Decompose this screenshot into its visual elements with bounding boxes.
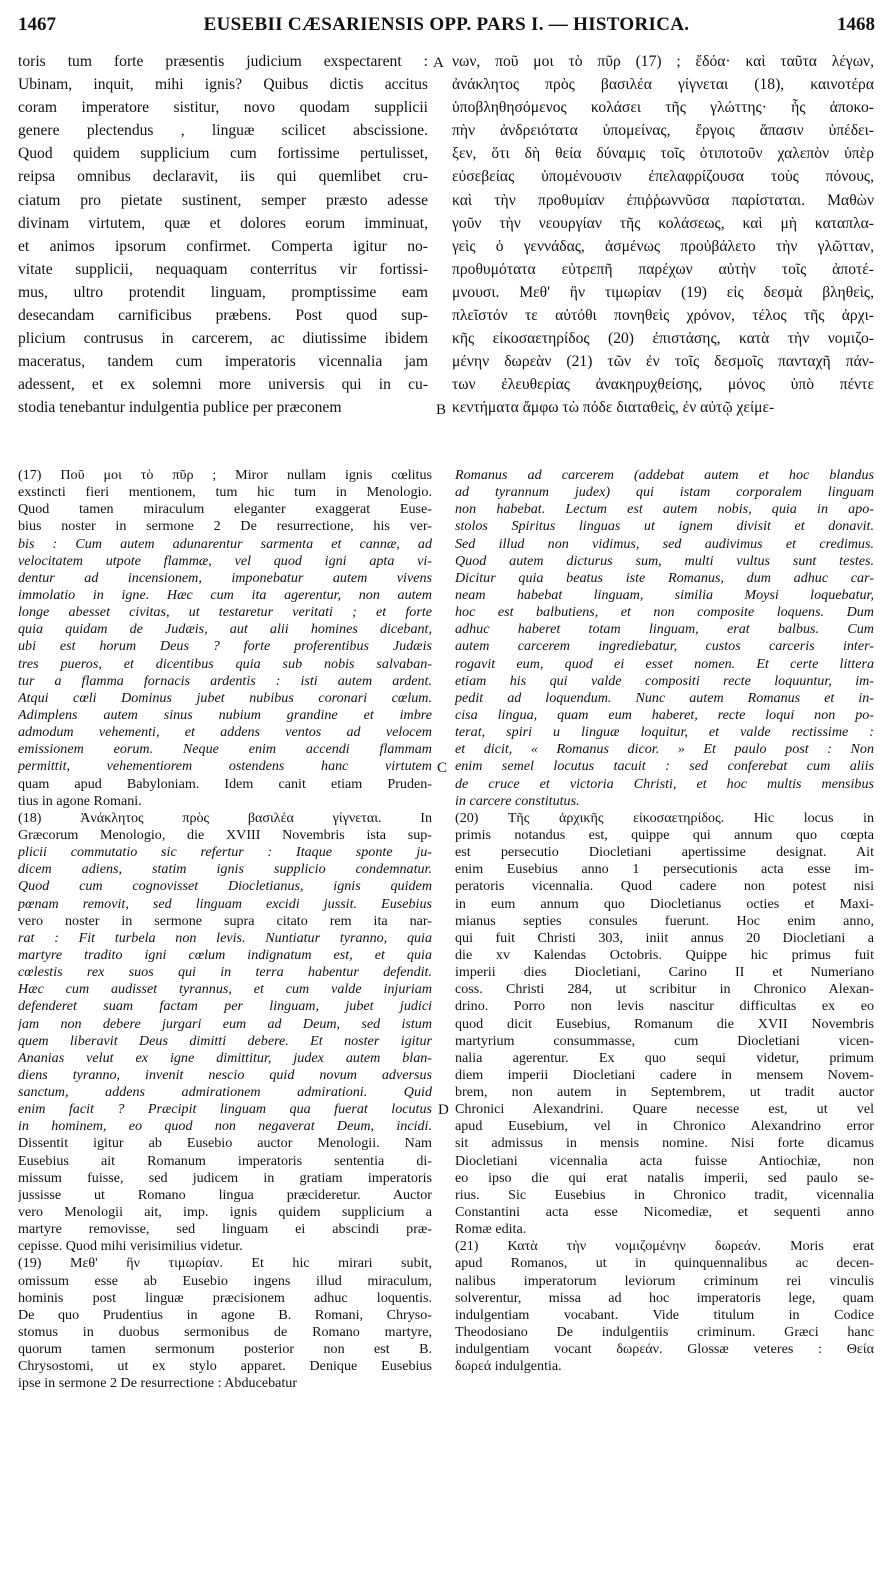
note-line: quam apud Babyloniam. Idem canit etiam Pruden- <box>18 775 432 792</box>
note-line: quorum tamen sermonum posterior non est B. <box>18 1341 432 1358</box>
note-line: rat : Fit turbela non levis. Nuntiatur tyranno, quia <box>18 929 432 946</box>
page-header <box>18 14 875 42</box>
margin-marker-b: B <box>436 402 447 418</box>
text-line: προθυμότατα εὐτρεπῆ παρέχων αὐτὴν τοῖς ἀποτέ- <box>452 260 874 278</box>
text-line: γοῦν τὴν νεουργίαν τῆς κολάσεως, καὶ μὴ καταπλα- <box>452 214 874 232</box>
note-line: die xv Kalendas Octobris. Quippe hic primus fuit <box>455 946 874 963</box>
note-line: martyre tradito igni cœlum indignatum est, et quia <box>18 946 432 963</box>
note-line: Chronici Alexandrini. Quare necesse est, ut vel <box>455 1101 874 1118</box>
note-line: primis notandus est, quippe qui annum quo cœpta <box>455 826 874 843</box>
note-line: eo ipso die qui erat natalis imperii, sed paulo se- <box>455 1169 874 1186</box>
text-line: maceratus, tandem cum imperatoris vicennalia jam <box>18 353 428 371</box>
note-line: adhuc haberet totam linguam, erat balbus. Cum <box>455 621 874 638</box>
note-line: in eum annum quo Diocletianus octies et Maxi- <box>455 895 874 912</box>
note-line: De quo Prudentius in agone B. Romani, Chryso- <box>18 1306 432 1323</box>
note-line: nalia agerentur. Ex quo sequi videtur, primum <box>455 1049 874 1066</box>
note-line: dicem adiens, statim ignis supplicio condemnatur. <box>18 861 432 878</box>
text-line: genere plectendus , linguæ scilicet abscissione. <box>18 122 428 140</box>
note-line: indulgentiam vocant δωρεάν. Glossæ veteres : Θεία <box>455 1341 874 1358</box>
text-line: καὶ τὴν προθυμίαν ἐπιῤῥωννῦσα παρίσταται. Μαθὼν <box>452 191 874 209</box>
text-line: κεντήματα ἄμφω τὼ πόδε διαταθεὶς, ἐν αὐτῷ χείμε- <box>452 399 775 417</box>
note-line: Diocletiani vicennalia acta fuisse Antiochiæ, non <box>455 1152 874 1169</box>
note-line: missum fuisse, sed judicem in gratiam imperatoris <box>18 1169 432 1186</box>
note-line: quia quidam de Judæis, aut alii homines dicebant, <box>18 621 432 638</box>
text-line: plicium contrusus in carcerem, ac diutissime ibidem <box>18 330 428 348</box>
note-line: plicii commutatio sic refertur : Itaque sponte ju- <box>18 844 432 861</box>
notes-right-column <box>455 467 874 1572</box>
note-line: stolos Spiritus linguas ut ignem divisit et donavit. <box>455 518 874 535</box>
text-line: ξεν, ὅτι δὴ θεία δύναμις τοῖς ὁτιποτοῦν χαλεπὸν ὑπὲρ <box>452 145 874 163</box>
note-line: Romanus ad carcerem (addebat autem et hoc blandus <box>455 467 874 483</box>
note-line: Adimplens autem sinus nubium grandine et imbre <box>18 706 432 723</box>
text-line: νων, ποῦ μοι τὸ πῦρ (17) ; ἔδόα· καὶ ταῦτα λέγων, <box>452 53 874 70</box>
note-line: Atqui cœli Dominus jubet nubibus coronari cœlum. <box>18 689 432 706</box>
note-line: de cruce et victoria Christi, et hoc multis mensibus <box>455 775 874 792</box>
note-line: velocitatem utpote flammæ, vel quod igni apta vi- <box>18 552 432 569</box>
note-line: tius in agone Romani. <box>18 792 142 809</box>
note-line: Quod tamen miraculum eleganter exaggerat Euse- <box>18 501 432 518</box>
note-line: Sed illud non vidimus, sed audivimus et credimus. <box>455 535 874 552</box>
note-line: bius noster in sermone 2 De resurrectione, his ver- <box>18 518 432 535</box>
note-line: dentur ad incensionem, imponebatur autem vivens <box>18 569 432 586</box>
note-line: apud Romanos, ut in quinquennalibus ac decen- <box>455 1255 874 1272</box>
notes-left-column <box>18 467 432 1572</box>
note-line: hoc est balbutiens, et non composite loquens. Dum <box>455 604 874 621</box>
note-line: nalibus imperatorum leviorum criminum rei vinculis <box>455 1272 874 1289</box>
note-line: Romæ edita. <box>455 1221 527 1238</box>
note-line: pœnam removit, sed linguam excidi jussit. Eusebius <box>18 895 432 912</box>
page-number-right: 1468 <box>837 14 875 35</box>
note-line: neam habebat linguam, similia Moysi loquebatur, <box>455 586 874 603</box>
note-line: etiam his qui valde compositi recte loquuntur, im- <box>455 672 874 689</box>
text-line: Quod quidem supplicium cum fortissime pertulisset, <box>18 145 428 163</box>
note-line: cœlestis rex suos qui in terra habentur defendit. <box>18 964 432 981</box>
note-line: omissum esse ab Eusebio ingens illud miraculum, <box>18 1272 432 1289</box>
note-line: tres pueros, et dicentibus quia sub nobis salvaban- <box>18 655 432 672</box>
text-line: coram imperatore sistitur, novo quodam supplicii <box>18 99 428 117</box>
note-line: Constantini acta esse Nicomediæ, et sequenti anno <box>455 1204 874 1221</box>
note-line: non habebat. Lectum est autem nobis, quia in apo- <box>455 501 874 518</box>
note-line: terat, spiri u linguæ loquitur, et valde rectissime : <box>455 724 874 741</box>
text-line: κῆς εἰκοσαετηρίδος (20) ἐπιστάσης, κατὰ τὴν νομιζο- <box>452 330 874 348</box>
note-line: quem liberavit Deus dimitti debere. Et noster igitur <box>18 1032 432 1049</box>
text-line: μνουσι. Μεθ' ἣν τιμωρίαν (19) εἰς δεσμὰ βληθεὶς, <box>452 283 874 301</box>
note-line: cepisse. Quod mihi verisimilius videtur. <box>18 1238 243 1255</box>
note-line: qui fuit Christi 303, iniit annus 20 Diocletiani a <box>455 929 874 946</box>
text-line: πὴν ἀνδρειότατα ὑπομείνας, ἔργοις ἅπασιν ὑπέδει- <box>452 122 874 140</box>
note-line: Quod autem dicturus sum, multi vultus sunt testes. <box>455 552 874 569</box>
text-line: adessent, et ex solemni more universis qui in cu- <box>18 376 428 394</box>
note-line: et dicit, « Romanus dicor. » Et paulo post : Non <box>455 741 874 758</box>
text-line: μένην δωρεὰν (21) τῶν ἐν τοῖς δεσμοῖς πανταχῆ πάν- <box>452 353 874 371</box>
note-line: imperii dies Diocletiani, Carino II et Numeriano <box>455 964 874 981</box>
note-line: Græcorum Menologio, die XVIII Novembris ista sup- <box>18 826 432 843</box>
note-line: longe abesset civitas, ut testaretur veritati ; et forte <box>18 604 432 621</box>
note-line: quod dicit Eusebius, Romanum die XVII Novembris <box>455 1015 874 1032</box>
text-line: stodia tenebantur indulgentia publice per præconem <box>18 399 342 417</box>
note-line: Eusebius ait Romanum imperatoris sententia di- <box>18 1152 432 1169</box>
margin-marker-d: D <box>438 1102 449 1118</box>
note-line: rogavit eum, quod ei esset nomen. Et certe littera <box>455 655 874 672</box>
note-line: Dissentit igitur ab Eusebio auctor Menologii. Nam <box>18 1135 432 1152</box>
note-line: hominis post linguæ præcisionem adhuc loquentis. <box>18 1289 432 1306</box>
note-line: pedit ad loquendum. Nunc autem Romanus et in- <box>455 689 874 706</box>
note-line: martyrium consummasse, cum Diocletiani vicen- <box>455 1032 874 1049</box>
text-line: mus, ultro protendit linguam, promptissime eam <box>18 283 428 301</box>
latin-text-column <box>18 50 428 424</box>
note-line: martyre removisse, sed linguam ei abscindi præ- <box>18 1221 432 1238</box>
note-line: coss. Christi 284, ut scribitur in Chronico Alexan- <box>455 981 874 998</box>
margin-marker-a: A <box>433 55 444 71</box>
note-line: tur a flamma fornacis ardentis : isti autem ardent. <box>18 672 432 689</box>
greek-text-column <box>452 50 874 424</box>
note-line: diens tyranno, invenit nescio quid novum adversus <box>18 1066 432 1083</box>
note-line: cisa lingua, quam eum haberet, recte loqui non po- <box>455 706 874 723</box>
text-line: desecandam carnificibus præbens. Post quod sup- <box>18 307 428 325</box>
note-line: permittit, vehementiorem ostendens hanc virtutem <box>18 758 432 775</box>
note-line: (17) Ποῦ μοι τὸ πῦρ ; Miror nullam ignis cœlitus <box>18 467 432 483</box>
text-line: των ἐλευθερίας ἀνακηρυχθείσης, μόνος ὑπὸ πέντε <box>452 376 874 394</box>
note-line: rius. Sic Eusebius in Chronico tradit, vicennalia <box>455 1186 874 1203</box>
note-line: indulgentiam vocabant. Vide titulum in Codice <box>455 1306 874 1323</box>
note-line: exstincti fieri mentionem, tum hic tum in Menologio. <box>18 484 432 501</box>
note-line: (18) Ἀνάκλητος πρὸς βασιλέα γίγνεται. In <box>18 809 432 826</box>
text-line: ὑποβληθησόμενος κολάσει τῆς γλώττης· ἧς ἀποκο- <box>452 99 874 117</box>
note-line: immolatio in igne. Hæc cum ita agerentur, non autem <box>18 586 432 603</box>
text-line: reipsa omnibus declaravit, iis qui quemlibet cru- <box>18 168 428 186</box>
note-line: sanctum, addens admirationem admirationi. Quid <box>18 1084 432 1101</box>
note-line: enim semel locutus tacuit : sed conferebat cum aliis <box>455 758 874 775</box>
note-line: in hominem, eo quod non negaverat Deum, incidi. <box>18 1118 432 1135</box>
note-line: diem imperii Diocletiani cadere in mensem Novem- <box>455 1066 874 1083</box>
note-line: vero Menologii ait, imp. ignis quidem supplicium a <box>18 1204 432 1221</box>
note-line: enim Eusebius anno 1 persecutionis acta esse im- <box>455 861 874 878</box>
note-line: enim facit ? Præcipit linguam qua fuerat locutus <box>18 1101 432 1118</box>
text-line: vitate supplicii, nequaquam conterritus vir fortissi- <box>18 260 428 278</box>
margin-marker-c: C <box>437 760 448 776</box>
text-line: πλεῖστόν τε αὐτόθι πονηθεὶς χρόνον, τέλος τῆς ἀρχι- <box>452 307 874 325</box>
running-title: EUSEBII CÆSARIENSIS OPP. PARS I. — HISTORICA. <box>203 14 690 35</box>
note-line: Ananias velut ex igne dimittitur, judex autem blan- <box>18 1049 432 1066</box>
note-line: stomus in duobus sermonibus de Romano martyre, <box>18 1324 432 1341</box>
note-line: Hæc cum audisset tyrannus, et cum valde injuriam <box>18 981 432 998</box>
text-line: γεὶς ὁ γεννάδας, ἀσμένως προὐβάλετο τὴν γλῶτταν, <box>452 237 874 255</box>
note-line: est persecutio Diocletiani apertissime designat. Ait <box>455 844 874 861</box>
note-line: mianus septies consules fuerunt. Hoc enim anno, <box>455 912 874 929</box>
note-line: admodum vehementi, et addens ventos ad velocem <box>18 724 432 741</box>
text-line: ciatum pro pietate sustinent, semper præsto adesse <box>18 191 428 209</box>
note-line: drino. Porro non levis nascitur difficultas ex eo <box>455 998 874 1015</box>
note-line: δωρεά indulgentia. <box>455 1358 562 1375</box>
note-line: ipse in sermone 2 De resurrectione : Abducebatur <box>18 1375 298 1392</box>
note-line: peratoris vicennalia. Quod cadere non potest nisi <box>455 878 874 895</box>
text-line: ἀνάκλητος πρὸς βασιλέα γίγνεται (18), καινοτέρα <box>452 76 874 94</box>
note-line: Quod cum cognovisset Diocletianus, ignis quidem <box>18 878 432 895</box>
note-line: defenderet suam factam per linguam, jubet judici <box>18 998 432 1015</box>
note-line: emissionem eorum. Neque enim accendi flammam <box>18 741 432 758</box>
note-line: (19) Μεθ' ἣν τιμωρίαν. Et hic mirari subit, <box>18 1255 432 1272</box>
note-line: sit admissus in mensis nomine. Nisi forte dicamus <box>455 1135 874 1152</box>
note-line: apud Eusebium, vel in Chronico Alexandrino error <box>455 1118 874 1135</box>
text-line: et animos ipsorum confirmet. Comperta igitur no- <box>18 237 428 255</box>
page-number-left: 1467 <box>18 14 56 35</box>
note-line: (21) Κατὰ τὴν νομιζομένην δωρεάν. Moris erat <box>455 1238 874 1255</box>
note-line: Theodosiano De indulgentiis criminum. Græci hanc <box>455 1324 874 1341</box>
text-line: εὐσεβείας ὑπομένουσιν ἐπελαφρίζουσα τοὺς πόνους, <box>452 168 874 186</box>
note-line: bis : Cum autem adunarentur sarmenta et cannæ, ad <box>18 535 432 552</box>
text-line: toris tum forte præsentis judicium exspectarent : <box>18 53 428 70</box>
note-line: jussisse ut Romano lingua præcideretur. Auctor <box>18 1186 432 1203</box>
note-line: ubi est horum Deus ? forte proferentibus Judæis <box>18 638 432 655</box>
note-line: jam non debere jurgari eum ad Deum, sed istum <box>18 1015 432 1032</box>
note-line: (20) Τῆς ἀρχικῆς εἰκοσαετηρίδος. Hic locus in <box>455 809 874 826</box>
text-line: divinam virtutem, quæ et dolores eorum imminuat, <box>18 214 428 232</box>
note-line: ad tyrannum judex) qui istam corporalem linguam <box>455 484 874 501</box>
note-line: in carcere constitutus. <box>455 792 580 809</box>
note-line: Chrysostomi, ut ex stylo apparet. Denique Eusebius <box>18 1358 432 1375</box>
note-line: solverentur, missa ad hoc imperatoris lege, quam <box>455 1289 874 1306</box>
note-line: autem carcerem ingrediebatur, custos carceris inter- <box>455 638 874 655</box>
note-line: Dicitur quia beatus iste Romanus, dum adhuc car- <box>455 569 874 586</box>
text-line: Ubinam, inquit, mihi ignis? Quibus dictis accitus <box>18 76 428 94</box>
note-line: vero noster in sermone supra citato rem ita nar- <box>18 912 432 929</box>
note-line: brem, non autem in Septembrem, ut tradit auctor <box>455 1084 874 1101</box>
